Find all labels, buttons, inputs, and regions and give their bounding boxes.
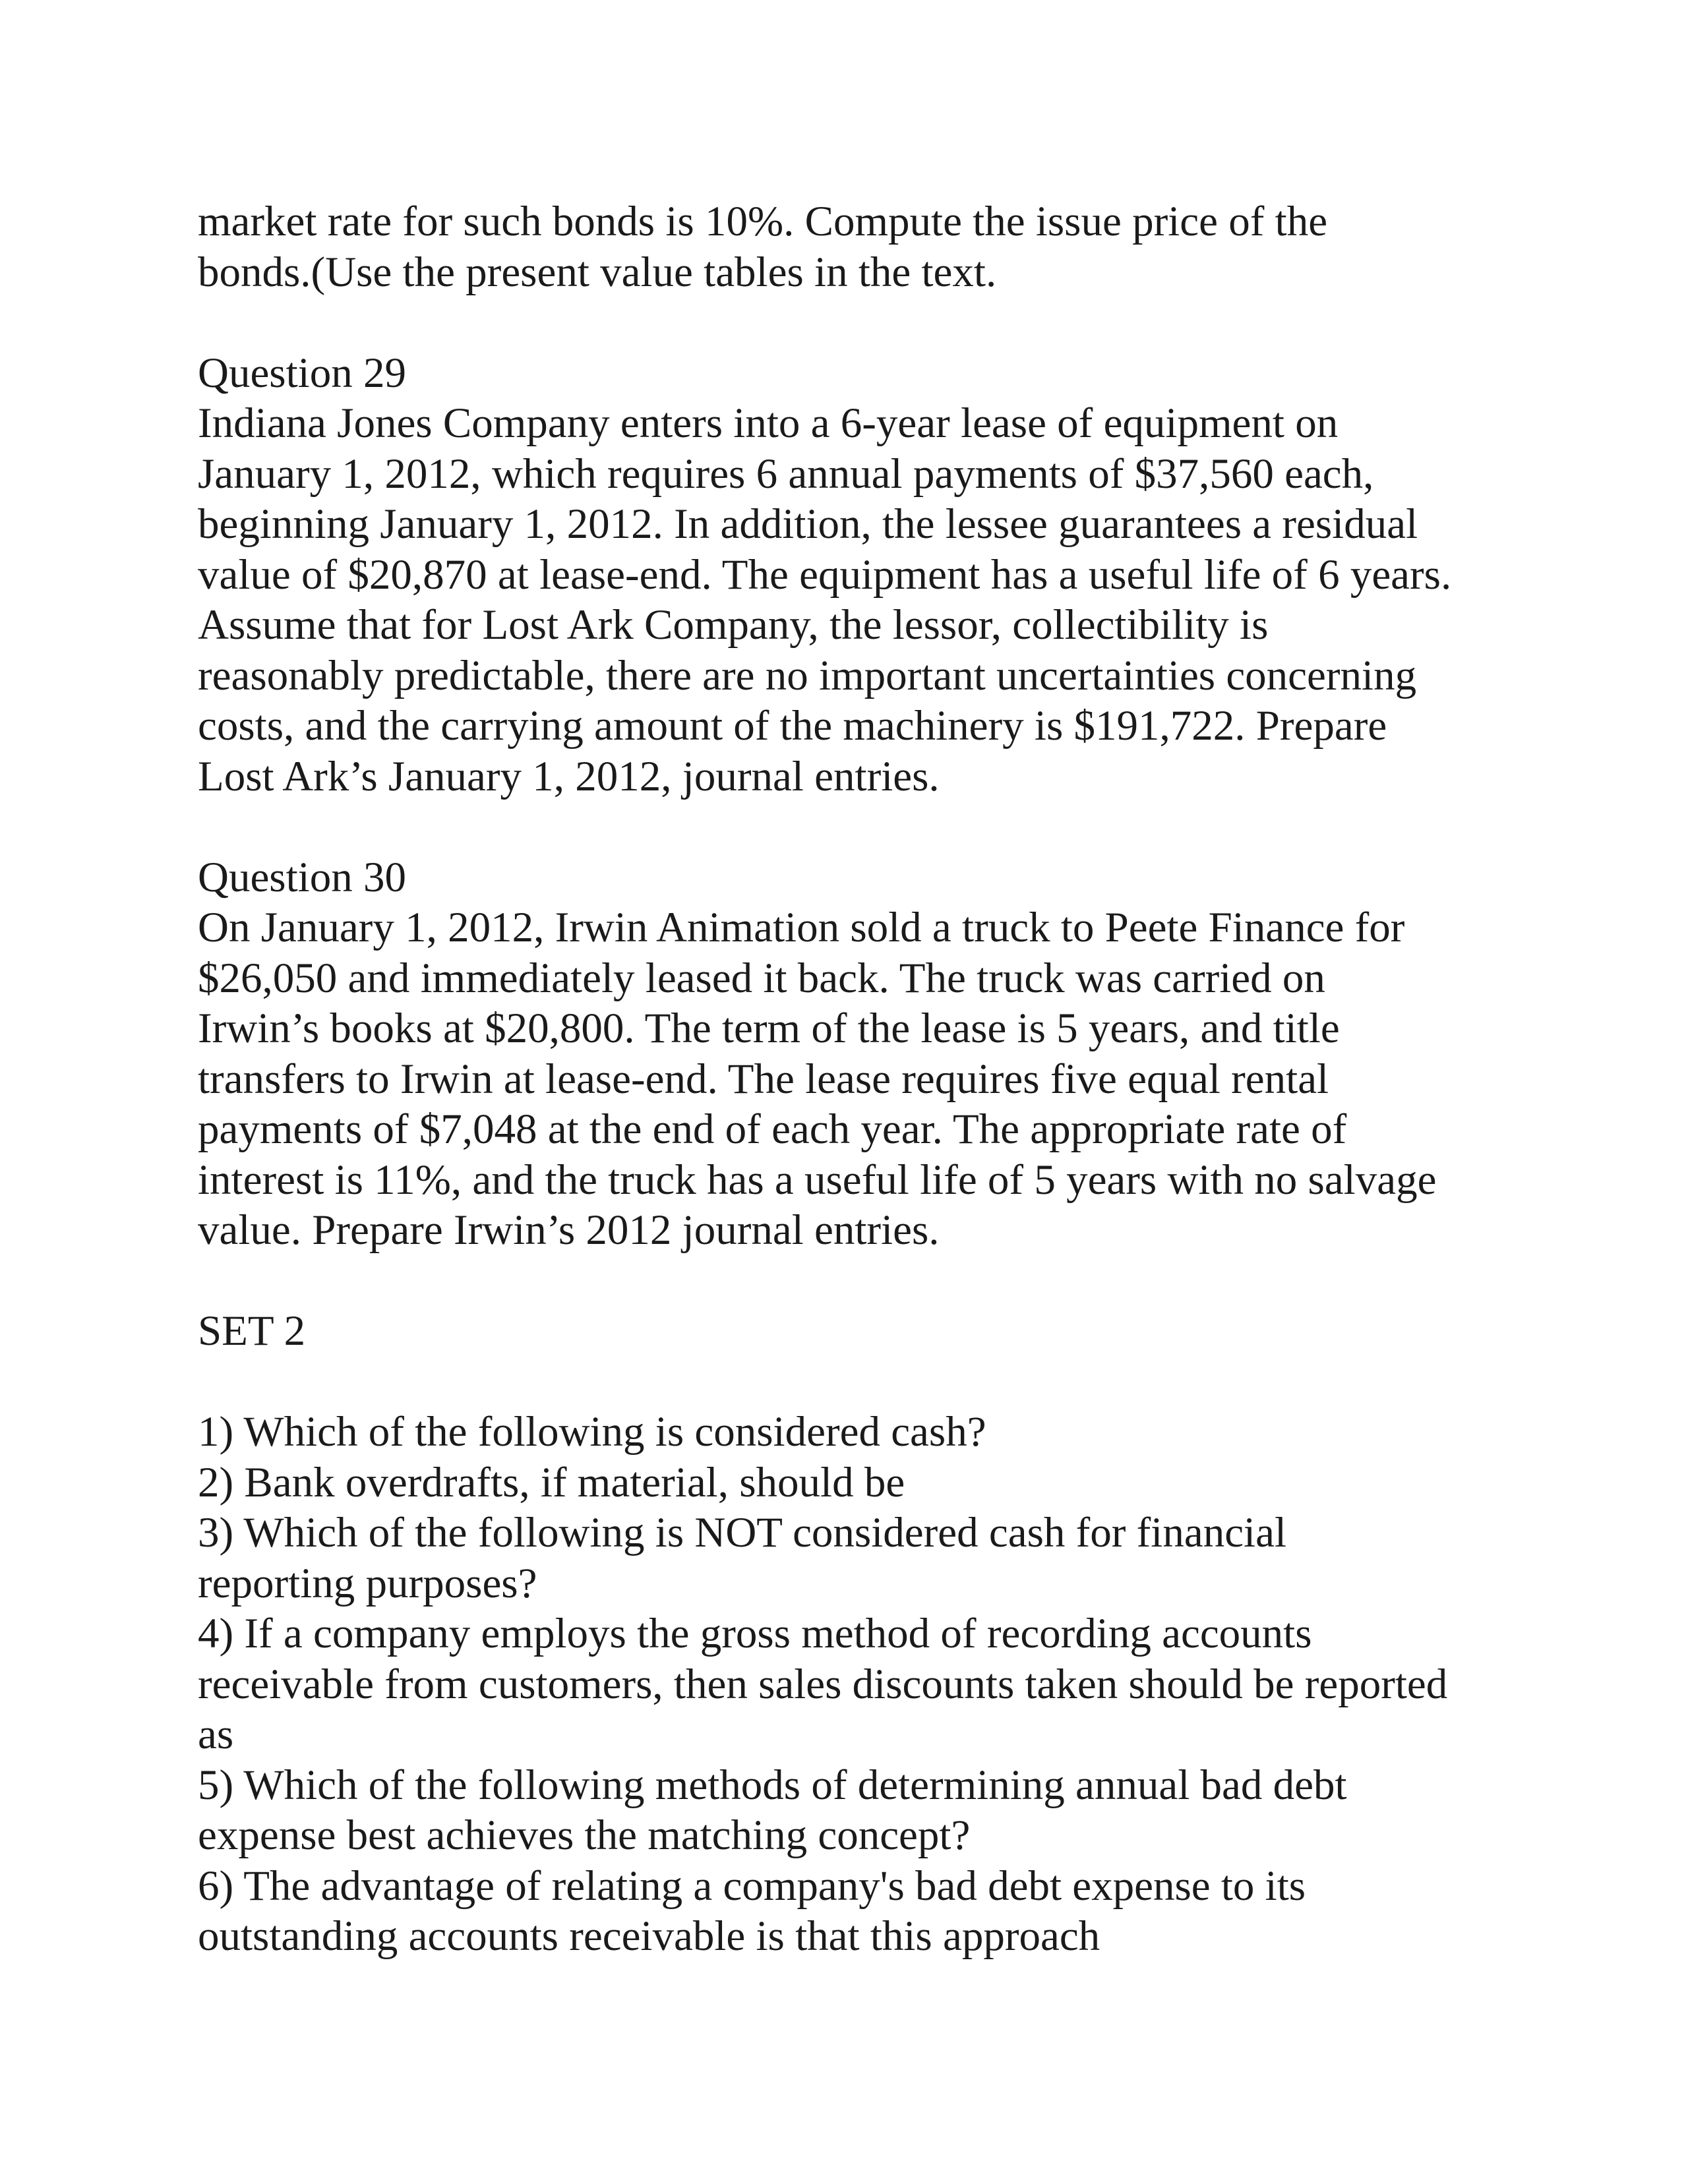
- text-line: reporting purposes?: [198, 1559, 537, 1607]
- text-line: Indiana Jones Company enters into a 6-year lease of equipment on: [198, 399, 1339, 447]
- text-line: January 1, 2012, which requires 6 annual payments of $37,560 each,: [198, 450, 1374, 498]
- paragraph-spacer: [198, 1256, 1530, 1307]
- text-line: bonds.(Use the present value tables in the text.: [198, 248, 997, 296]
- text-line: 4) If a company employs the gross method of recording accounts: [198, 1610, 1312, 1657]
- text-line: 2) Bank overdrafts, if material, should be: [198, 1458, 905, 1506]
- text-line: value of $20,870 at lease-end. The equipment has a useful life of 6 years.: [198, 550, 1452, 599]
- text-line: beginning January 1, 2012. In addition, the lessee guarantees a residual: [198, 500, 1418, 548]
- text-line: as: [198, 1711, 234, 1758]
- text-line: interest is 11%, and the truck has a useful life of 5 years with no salvage: [198, 1156, 1437, 1204]
- text-line: costs, and the carrying amount of the machinery is $191,722. Prepare: [198, 702, 1387, 750]
- text-line: On January 1, 2012, Irwin Animation sold a truck to Peete Finance for: [198, 904, 1405, 951]
- text-line: payments of $7,048 at the end of each year. The appropriate rate of: [198, 1106, 1347, 1153]
- text-line: Irwin’s books at $20,800. The term of the lease is 5 years, and title: [198, 1005, 1340, 1052]
- text-line: market rate for such bonds is 10%. Compute the issue price of the: [198, 198, 1328, 245]
- question-heading: Question 30: [198, 853, 406, 901]
- text-line: reasonably predictable, there are no important uncertainties concerning: [198, 651, 1417, 699]
- question-30: [198, 852, 1530, 1256]
- intro-paragraph: [198, 196, 1530, 297]
- text-line: receivable from customers, then sales discounts taken should be reported: [198, 1660, 1448, 1708]
- text-line: outstanding accounts receivable is that this approach: [198, 1912, 1100, 1960]
- question-29: [198, 348, 1530, 802]
- text-line: Assume that for Lost Ark Company, the lessor, collectibility is: [198, 601, 1269, 649]
- text-line: expense best achieves the matching concept?: [198, 1812, 971, 1859]
- question-heading: Question 29: [198, 349, 406, 397]
- text-line: transfers to Irwin at lease-end. The lease requires five equal rental: [198, 1055, 1329, 1103]
- set-2-questions: [198, 1407, 1530, 1962]
- text-line: 6) The advantage of relating a company's bad debt expense to its: [198, 1862, 1306, 1910]
- text-line: value. Prepare Irwin’s 2012 journal entries.: [198, 1206, 940, 1254]
- paragraph-spacer: [198, 1357, 1530, 1407]
- set-2-heading-block: [198, 1306, 1530, 1357]
- paragraph-spacer: [198, 297, 1530, 348]
- text-line: 1) Which of the following is considered cash?: [198, 1408, 986, 1456]
- text-line: 5) Which of the following methods of determining annual bad debt: [198, 1761, 1347, 1809]
- document-body: [198, 196, 1530, 1962]
- paragraph-spacer: [198, 802, 1530, 852]
- text-line: $26,050 and immediately leased it back. The truck was carried on: [198, 954, 1325, 1002]
- section-heading: SET 2: [198, 1307, 306, 1355]
- text-line: Lost Ark’s January 1, 2012, journal entries.: [198, 752, 940, 800]
- text-line: 3) Which of the following is NOT considered cash for financial: [198, 1509, 1287, 1556]
